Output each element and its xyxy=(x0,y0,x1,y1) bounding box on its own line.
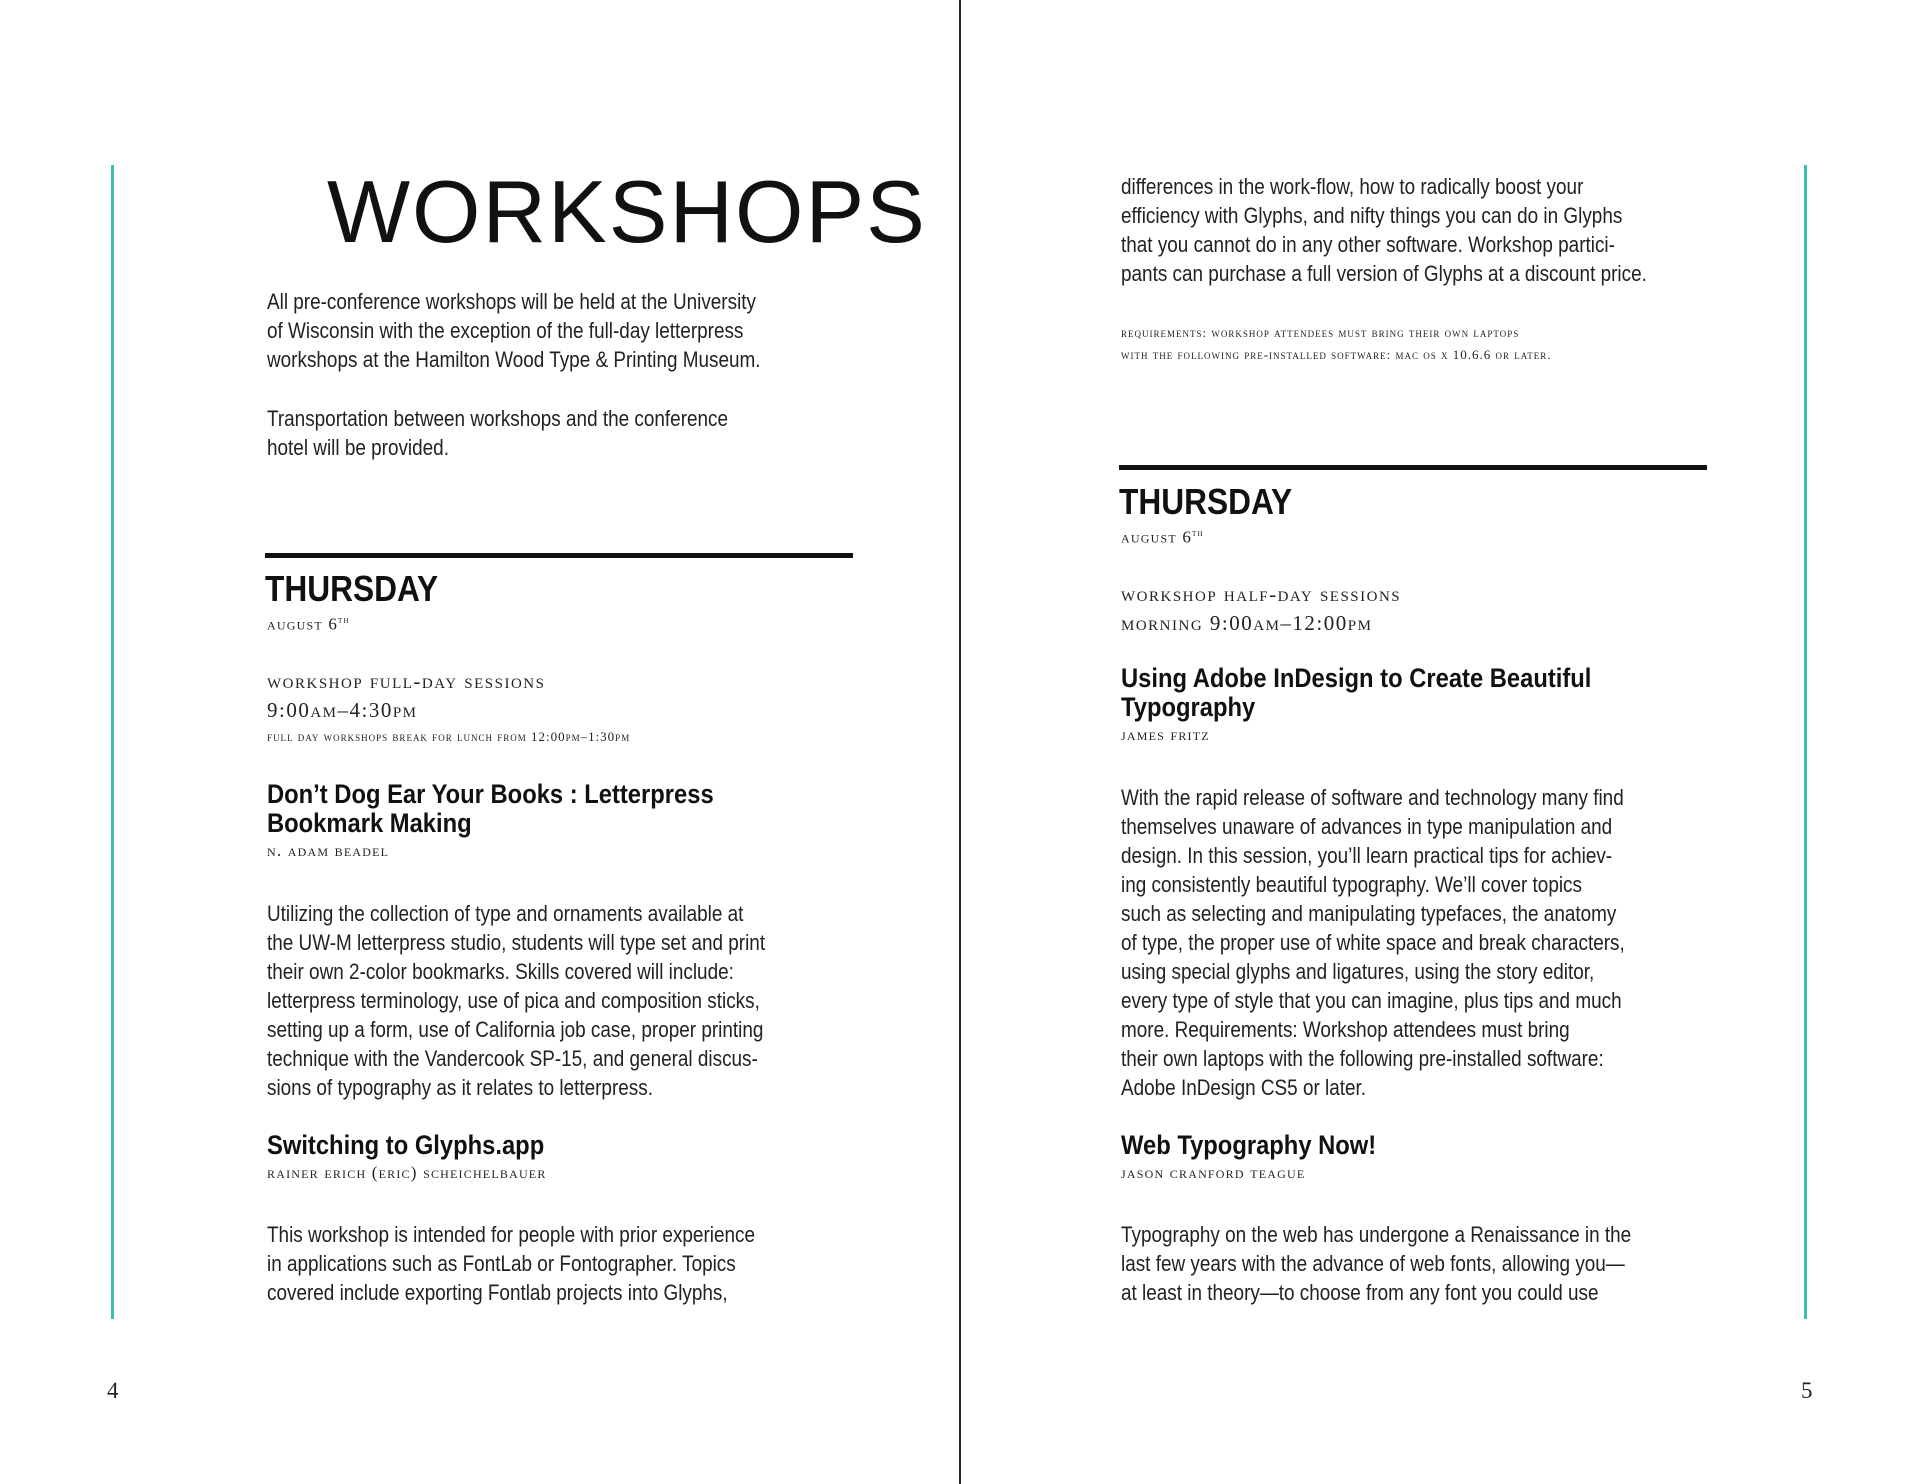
workshop-1-description xyxy=(267,899,846,1102)
workshop-2-left xyxy=(267,1131,582,1184)
session-note: full day workshops break for lunch from 12:00pm–1:30pm xyxy=(267,729,631,744)
workshop-2-description xyxy=(267,1220,834,1307)
workshop-2-right xyxy=(1121,1131,1411,1184)
description-line: letterpress terminology, use of pica and composition sticks, xyxy=(267,988,760,1013)
description-line: every type of style that you can imagine, plus tips and much xyxy=(1121,988,1622,1013)
session-label: workshop half-day sessions xyxy=(1121,582,1402,606)
workshop-1-right-description xyxy=(1121,783,1707,1102)
right-page xyxy=(961,0,1920,1484)
page-title: WORKSHOPS xyxy=(327,162,927,261)
description-line: themselves unaware of advances in type manipulation and xyxy=(1121,814,1613,839)
day-divider-rule xyxy=(1119,465,1707,470)
description-line: more. Requirements: Workshop attendees must bring xyxy=(1121,1017,1570,1042)
description-line: their own laptops with the following pre-installed software: xyxy=(1121,1046,1604,1071)
description-line: This workshop is intended for people with prior experience xyxy=(267,1222,755,1247)
requirements-note xyxy=(1121,322,1551,366)
day-title: THURSDAY xyxy=(265,568,439,609)
continued-line: differences in the work-flow, how to radically boost your xyxy=(1121,174,1584,199)
description-line: their own 2-color bookmarks. Skills covered will include: xyxy=(267,959,734,984)
description-line: Typography on the web has undergone a Renaissance in the xyxy=(1121,1222,1632,1247)
description-line: technique with the Vandercook SP-15, and general discus- xyxy=(267,1046,758,1071)
day-divider-rule xyxy=(265,553,853,558)
session-time: 9:00am–4:30pm xyxy=(267,698,418,722)
day-section-left xyxy=(265,553,853,558)
workshop-title: Web Typography Now! xyxy=(1121,1130,1377,1160)
page-number-left: 4 xyxy=(107,1378,119,1403)
day-date-suffix: th xyxy=(1192,528,1204,539)
intro-line: of Wisconsin with the exception of the full-day letterpress xyxy=(267,318,744,343)
left-page xyxy=(0,0,959,1484)
day-date-right xyxy=(1121,523,1204,549)
description-line: setting up a form, use of California job case, proper printing xyxy=(267,1017,764,1042)
workshop-1-right xyxy=(1121,664,1656,746)
continued-line: pants can purchase a full version of Glyphs at a discount price. xyxy=(1121,261,1647,286)
workshop-presenter: james fritz xyxy=(1121,725,1210,744)
description-line: Utilizing the collection of type and ornaments available at xyxy=(267,901,744,926)
continued-line: efficiency with Glyphs, and nifty things you can do in Glyphs xyxy=(1121,203,1623,228)
workshop-title: Bookmark Making xyxy=(267,808,472,838)
continued-paragraph xyxy=(1121,172,1732,288)
intro-line: workshops at the Hamilton Wood Type & Printing Museum. xyxy=(267,347,761,372)
day-date: august 6 xyxy=(1121,527,1193,547)
page-number-right: 5 xyxy=(1801,1378,1813,1403)
day-date-suffix: th xyxy=(338,615,350,626)
description-line: in applications such as FontLab or Fontographer. Topics xyxy=(267,1251,736,1276)
workshop-title: Don’t Dog Ear Your Books : Letterpress xyxy=(267,779,714,809)
description-line: last few years with the advance of web fonts, allowing you— xyxy=(1121,1251,1625,1276)
day-title: THURSDAY xyxy=(1119,481,1293,522)
session-label: workshop full-day sessions xyxy=(267,669,546,693)
intro-paragraph xyxy=(267,287,841,374)
requirements-line: with the following pre-installed software: mac os x 10.6.6 or later. xyxy=(1121,347,1552,362)
description-line: such as selecting and manipulating typefaces, the anatomy xyxy=(1121,901,1617,926)
day-date: august 6 xyxy=(267,614,339,634)
description-line: at least in theory—to choose from any font you could use xyxy=(1121,1280,1599,1305)
description-line: covered include exporting Fontlab projects into Glyphs, xyxy=(267,1280,728,1305)
transport-line: hotel will be provided. xyxy=(267,435,449,460)
workshop-1-left xyxy=(267,780,775,862)
description-line: Adobe InDesign CS5 or later. xyxy=(1121,1075,1367,1100)
day-heading-right xyxy=(1119,481,1316,522)
description-line: ing consistently beautiful typography. We’ll cover topics xyxy=(1121,872,1582,897)
description-line: of type, the proper use of white space and break characters, xyxy=(1121,930,1625,955)
workshop-presenter: rainer erich (eric) scheichelbauer xyxy=(267,1163,547,1182)
description-line: design. In this session, you’ll learn practical tips for achiev- xyxy=(1121,843,1613,868)
session-info-right xyxy=(1121,580,1401,638)
transport-line: Transportation between workshops and the conference xyxy=(267,406,729,431)
description-line: using special glyphs and ligatures, using the story editor, xyxy=(1121,959,1595,984)
workshop-title: Switching to Glyphs.app xyxy=(267,1130,545,1160)
workshop-presenter: jason cranford teague xyxy=(1121,1163,1306,1182)
day-section-right xyxy=(1119,465,1707,470)
description-line: With the rapid release of software and technology many find xyxy=(1121,785,1624,810)
day-date-left xyxy=(267,610,350,636)
day-heading-left xyxy=(265,568,462,609)
workshop-presenter: n. adam beadel xyxy=(267,841,390,860)
description-line: sions of typography as it relates to letterpress. xyxy=(267,1075,653,1100)
session-time: morning 9:00am–12:00pm xyxy=(1121,611,1373,635)
session-info-left xyxy=(267,667,630,748)
workshop-2-right-description xyxy=(1121,1220,1714,1307)
requirements-line: requirements: workshop attendees must bring their own laptops xyxy=(1121,325,1520,340)
left-accent-rule xyxy=(111,165,114,1319)
workshop-title: Using Adobe InDesign to Create Beautiful xyxy=(1121,663,1592,693)
description-line: the UW-M letterpress studio, students will type set and print xyxy=(267,930,766,955)
transport-paragraph xyxy=(267,404,803,462)
right-accent-rule xyxy=(1804,165,1807,1319)
intro-line: All pre-conference workshops will be held at the University xyxy=(267,289,757,314)
workshop-title: Typography xyxy=(1121,692,1256,722)
continued-line: that you cannot do in any other software. Workshop partici- xyxy=(1121,232,1615,257)
